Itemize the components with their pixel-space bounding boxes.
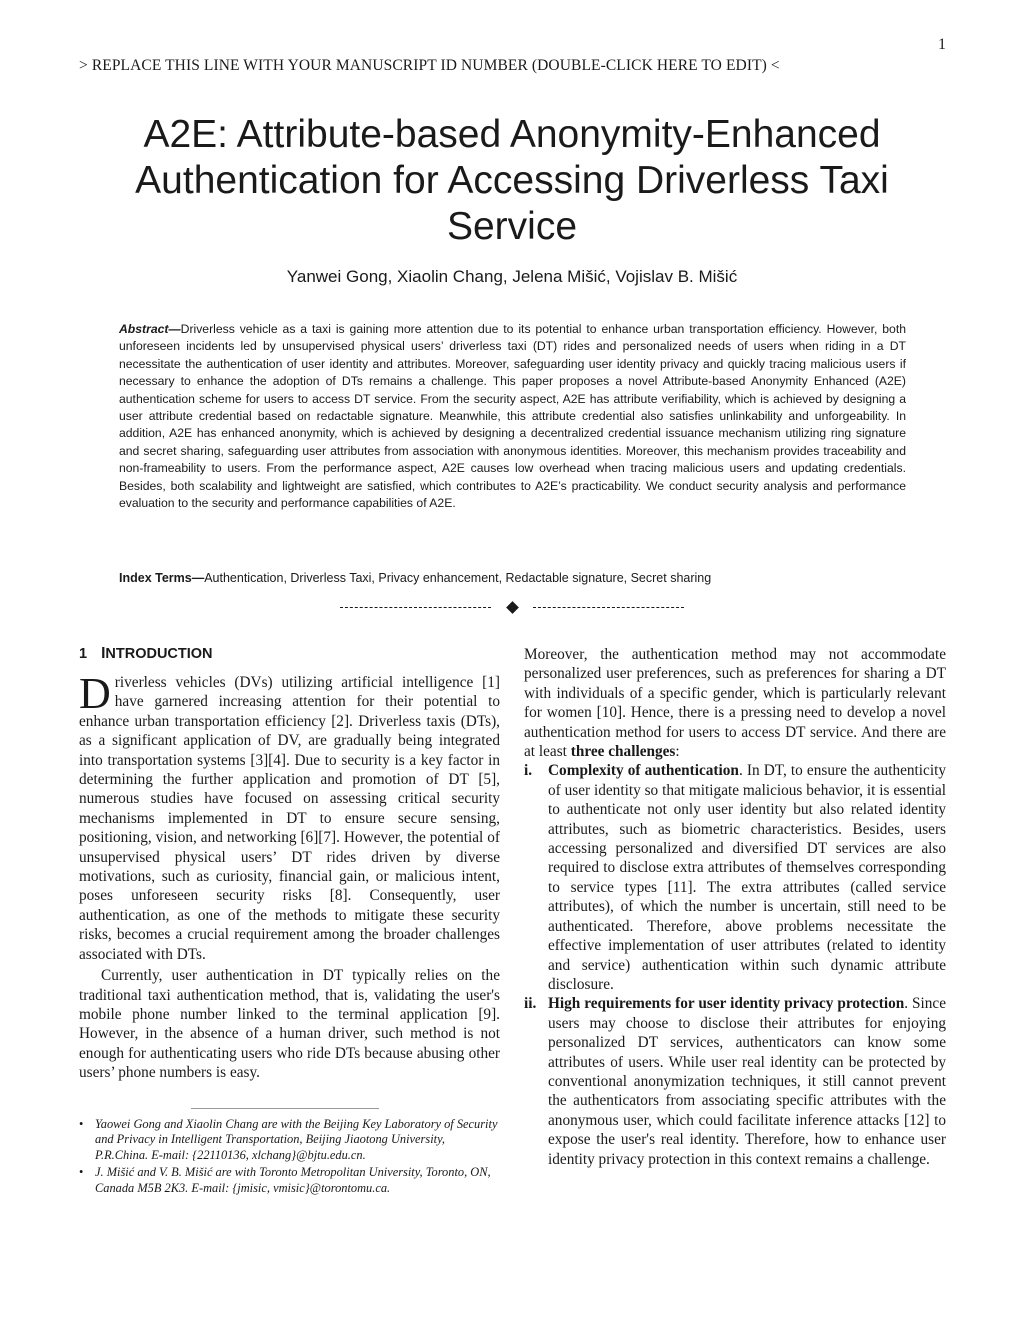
challenge-text: . In DT, to ensure the authenticity of user identity so that mitigate malicious behavior, it is essential to authenticate not only user identity but also related identity attributes, such as biometric characteristics. Besides, users accessing personalized and diversified DT services are also required to disclose extra attributes of themselves corresponding to service types [11]. The extra attributes (called service attributes), of which the number is uncertain, still need to be authenticated. Therefore, above problems necessitate the effective implementation of user attributes (related to identity and service) authentication within such dynamic attribute disclosure. [548, 762, 946, 993]
footnote-bullet: • [79, 1116, 84, 1131]
divider-dash-left [340, 607, 491, 608]
challenge-body [548, 994, 946, 1169]
intro-paragraph-3-text: Moreover, the authentication method may not accommodate personalized user preferences, such as preferences for sharing a DT with individuals of a specific gender, which is particularly relevant for women [10]. Hence, there is a pressing need to develop a novel authentication method for users to access DT service. And there are at least [524, 646, 946, 761]
divider-dash-right [533, 607, 684, 608]
intro-paragraph-3 [524, 645, 946, 761]
abstract-label: Abstract [119, 322, 169, 336]
footnote-text: J. Mišić and V. B. Mišić are with Toronto Metropolitan University, Toronto, ON, Canada M5B 2K3. E-mail: {jmisic, vmisic}@torontomu.ca. [95, 1165, 491, 1195]
footnote-bullet: • [79, 1165, 84, 1180]
section-title-initial: I [101, 645, 106, 662]
footnote-rule [191, 1108, 379, 1109]
footnote-item [79, 1117, 500, 1164]
intro-paragraph-2: Currently, user authentication in DT typically relies on the traditional taxi authentication method, that is, validating the user's mobile phone number linked to the terminal application [9]. However, in the absence of a human driver, such method is not enough for authenticating users who ride DTs because abusing other users’ phone numbers is easy. [79, 967, 500, 1082]
challenge-title: High requirements for user identity privacy protection [548, 995, 905, 1013]
section-title-rest: NTRODUCTION [105, 646, 213, 662]
drop-cap: D [79, 669, 111, 718]
challenge-title: Complexity of authentication [548, 762, 739, 780]
paper-title: A2E: Attribute-based Anonymity-Enhanced Authentication for Accessing Driverless Taxi Service [135, 113, 889, 248]
challenge-item [524, 994, 946, 1169]
footnotes [79, 1117, 500, 1197]
challenge-number: ii. [524, 995, 537, 1013]
challenge-item [524, 761, 946, 994]
intro-paragraph-1-text: riverless vehicles (DVs) utilizing artificial intelligence [1] have garnered increasing attention for their potential to enhance urban transportation efficiency [2]. Driverless taxis (DTs), as a significant application of DV, are gradually being integrated into transportation systems [3][4]. Due to security is a key factor in determining the further application and promotion of DT [5], numerous studies have focused on assessing critical security mechanisms implemented in DT to ensure secure sensing, positioning, vision, and networking [6][7]. However, the potential of unsupervised physical users’ DT rides driven by diverse motivations, such as curiosity, financial gain, or malicious intent, poses unforeseen security risks [8]. Consequently, user authentication, as one of the methods to mitigate these security risks, becomes a crucial requirement among the broader challenges associated with DTs. [79, 674, 500, 963]
intro-paragraph-1 [79, 669, 500, 964]
footnote-text: Yaowei Gong and Xiaolin Chang are with the Beijing Key Laboratory of Security and Privacy in Intelligent Transportation, Beijing Jiaotong University, P.R.China. E-mail: {22110136, xlchang}@bjtu.edu.cn. [95, 1116, 498, 1162]
author-list: Yanwei Gong, Xiaolin Chang, Jelena Mišić, Vojislav B. Mišić [286, 267, 738, 286]
footnote-item [79, 1165, 500, 1196]
challenge-body [548, 761, 946, 994]
manuscript-id-placeholder[interactable]: > REPLACE THIS LINE WITH YOUR MANUSCRIPT ID NUMBER (DOUBLE-CLICK HERE TO EDIT) < [79, 57, 780, 74]
abstract [119, 321, 906, 512]
intro-paragraph-3-end: : [675, 743, 680, 761]
challenge-number: i. [524, 762, 533, 780]
section-number: 1 [79, 646, 88, 662]
index-terms [119, 571, 906, 585]
index-terms-label: Index Terms [119, 571, 192, 585]
left-column [79, 645, 500, 1198]
challenge-text: . Since users may choose to disclose their attributes for enjoying personalized DT services, authenticators can know some attributes of users. While user real identity can be protected by conventional anonymization techniques, it still cannot prevent the authenticators from associating specific attributes with the anonymous user, which could facilitate inference attacks [12] to expose the user's real identity. Therefore, how to enhance user identity privacy protection in this context remains a challenge. [548, 995, 946, 1168]
abstract-text: Driverless vehicle as a taxi is gaining more attention due to its potential to enhance urban transportation efficiency. However, both unforeseen incidents led by unsupervised physical users’ driverless taxi (DT) rides and personalized needs of users when riding in a DT necessitate the authentication of user identity and attributes. Moreover, safeguarding user identity privacy and quickly tracing malicious users if necessary to enhance the adoption of DTs remains a challenge. This paper proposes a novel Attribute-based Anonymity Enhanced (A2E) authentication scheme for users to access DT service. From the security aspect, A2E has attribute verifiability, which is achieved by designing a user attribute credential based on redactable signature. Meanwhile, this attribute credential also satisfies unlinkability and unforgeability. In addition, A2E has enhanced anonymity, which is achieved by designing a decentralized credential issuance mechanism utilizing ring signature and secret sharing, safeguarding user attributes from association with anonymous identities. Moreover, this mechanism provides traceability and non-frameability to users. From the performance aspect, A2E causes low overhead when tracing malicious users and updating credentials. Besides, both scalability and lightweight are satisfied, which contributes to A2E’s practicability. We conduct security analysis and performance evaluation to the security and performance capabilities of A2E. [119, 322, 906, 511]
three-challenges-emphasis: three challenges [570, 743, 676, 761]
abstract-dash: — [168, 322, 181, 336]
section-heading [79, 645, 500, 667]
challenge-list [524, 761, 946, 1169]
divider-diamond-icon [506, 601, 519, 614]
index-terms-dash: — [191, 571, 205, 585]
index-terms-text: Authentication, Driverless Taxi, Privacy enhancement, Redactable signature, Secret sharing [204, 571, 712, 585]
right-column [524, 645, 946, 1169]
page-number: 1 [938, 36, 946, 53]
section-divider [340, 596, 684, 618]
